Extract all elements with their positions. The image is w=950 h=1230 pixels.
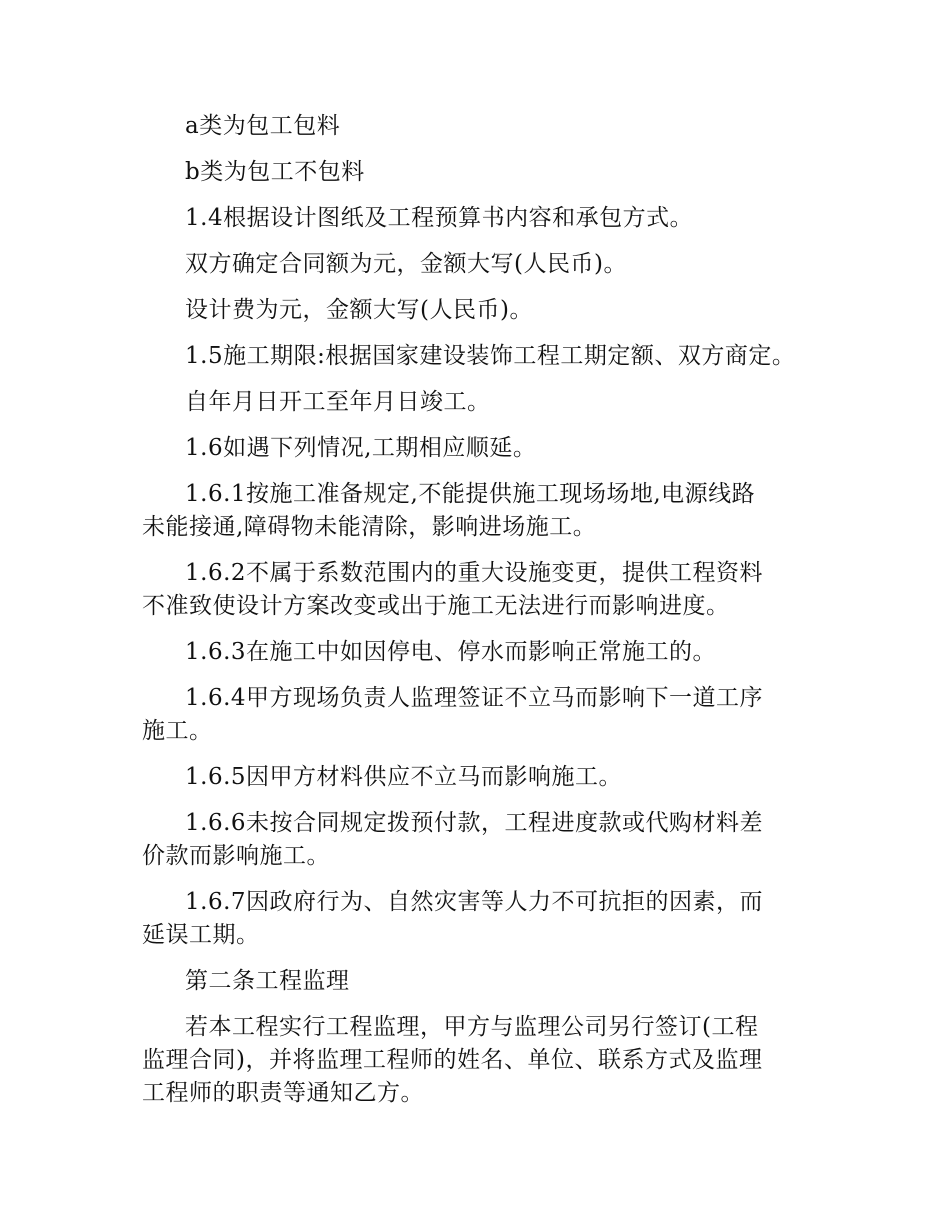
paragraph-contract-type-b: b类为包工不包料 [185, 159, 365, 185]
paragraph-1-6-6: 1.6.6未按合同规定拨预付款，工程进度款或代购材料差 价款而影响施工。 [142, 810, 764, 869]
paragraph-1-6-5: 1.6.5因甲方材料供应不立马而影响施工。 [185, 764, 623, 790]
paragraph-contract-type-a: a类为包工包料 [185, 113, 341, 139]
paragraph-start-end-date: 自年月日开工至年月日竣工。 [185, 389, 491, 415]
paragraph-1-6-2: 1.6.2不属于系数范围内的重大设施变更，提供工程资料 不准致使设计方案改变或出于施工无法进行而影响进度。 [142, 560, 764, 619]
paragraph-1-4: 1.4根据设计图纸及工程预算书内容和承包方式。 [185, 205, 694, 231]
paragraph-design-fee: 设计费为元，金额大写(人民币)。 [185, 297, 533, 323]
paragraph-contract-amount: 双方确定合同额为元，金额大写(人民币)。 [185, 251, 627, 277]
paragraph-1-6: 1.6如遇下列情况,工期相应顺延。 [185, 435, 537, 461]
paragraph-supervision: 若本工程实行工程监理，甲方与监理公司另行签订(工程 监理合同)，并将监理工程师的姓名、单位、联系方式及监理 工程师的职责等通知乙方。 [142, 1014, 763, 1106]
paragraph-1-6-1: 1.6.1按施工准备规定,不能提供施工现场场地,电源线路 未能接通,障碍物未能清除，影响进场施工。 [142, 481, 756, 540]
document-body [142, 110, 822, 1123]
section-heading-article-2: 第二条工程监理 [185, 968, 350, 994]
paragraph-1-6-3: 1.6.3在施工中如因停电、停水而影响正常施工的。 [185, 639, 717, 665]
paragraph-1-6-7: 1.6.7因政府行为、自然灾害等人力不可抗拒的因素，而 延误工期。 [142, 889, 764, 948]
paragraph-1-6-4: 1.6.4甲方现场负责人监理签证不立马而影响下一道工序 施工。 [142, 685, 764, 744]
paragraph-1-5: 1.5施工期限:根据国家建设装饰工程工期定额、双方商定。 [185, 343, 796, 369]
